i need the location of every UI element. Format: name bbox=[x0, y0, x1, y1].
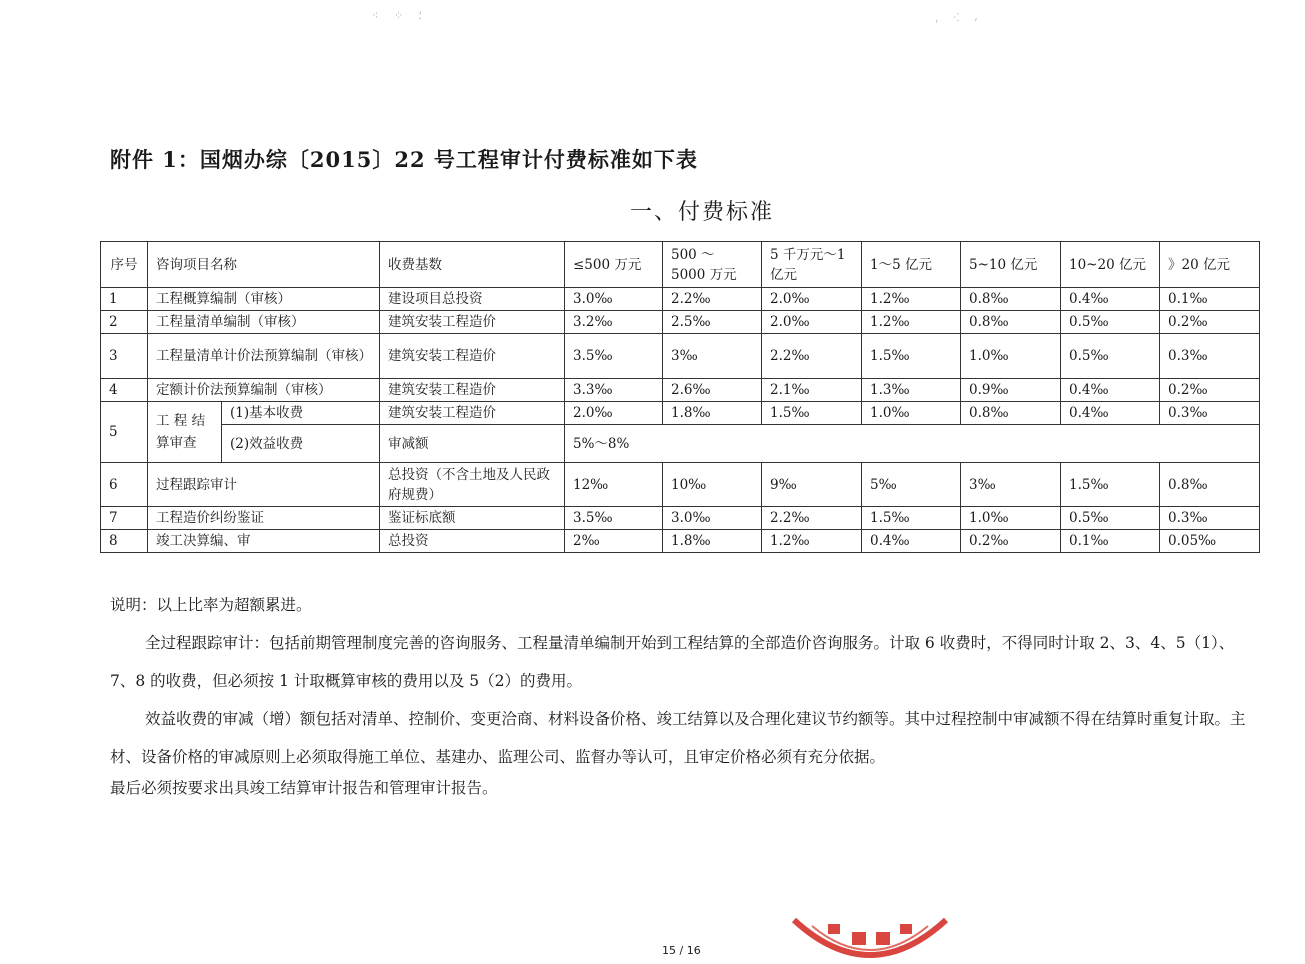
header-cell: ≤500 万元 bbox=[565, 242, 663, 288]
rate-cell: 3.5‰ bbox=[565, 334, 663, 379]
rate-cell: 2.2‰ bbox=[762, 507, 862, 530]
section-title: 一、付费标准 bbox=[630, 200, 775, 225]
rate-cell: 2.2‰ bbox=[762, 334, 862, 379]
row-number: 2 bbox=[101, 311, 148, 334]
item-name: 工程量清单编制（审核） bbox=[148, 311, 380, 334]
header-cell: 序号 bbox=[101, 242, 148, 288]
rate-cell: 0.3‰ bbox=[1160, 402, 1260, 425]
row-number: 7 bbox=[101, 507, 148, 530]
rate-cell: 0.4‰ bbox=[1061, 379, 1160, 402]
rate-cell: 2.5‰ bbox=[663, 311, 762, 334]
item-subname: (2)效益收费 bbox=[222, 425, 380, 463]
row-number: 6 bbox=[101, 463, 148, 507]
rate-cell: 0.8‰ bbox=[961, 288, 1061, 311]
rate-cell: 1.2‰ bbox=[862, 288, 961, 311]
table-row bbox=[101, 288, 1260, 311]
rate-cell: 0.4‰ bbox=[1061, 288, 1160, 311]
header-cell: 咨询项目名称 bbox=[148, 242, 380, 288]
item-name: 竣工决算编、审 bbox=[148, 530, 380, 553]
header-cell: 5 千万元～1 亿元 bbox=[762, 242, 862, 288]
scan-artifact: ⁖ ⁘ ⸵ bbox=[372, 9, 428, 22]
rate-cell: 0.5‰ bbox=[1061, 507, 1160, 530]
table-row bbox=[101, 334, 1260, 379]
table-row bbox=[101, 530, 1260, 553]
fee-base: 建筑安装工程造价 bbox=[380, 379, 565, 402]
rate-cell: 1.0‰ bbox=[961, 507, 1061, 530]
header-cell: 1～5 亿元 bbox=[862, 242, 961, 288]
rate-cell: 1.3‰ bbox=[862, 379, 961, 402]
rate-cell: 2.0‰ bbox=[762, 288, 862, 311]
rate-cell: 1.8‰ bbox=[663, 530, 762, 553]
fee-base: 建设项目总投资 bbox=[380, 288, 565, 311]
rate-cell: 0.4‰ bbox=[862, 530, 961, 553]
header-cell: 10~20 亿元 bbox=[1061, 242, 1160, 288]
header-cell: 收费基数 bbox=[380, 242, 565, 288]
table-row bbox=[101, 507, 1260, 530]
rate-cell: 3.2‰ bbox=[565, 311, 663, 334]
item-name: 工程造价纠纷鉴证 bbox=[148, 507, 380, 530]
rate-cell: 1.8‰ bbox=[663, 402, 762, 425]
rate-cell: 0.3‰ bbox=[1160, 507, 1260, 530]
page-title: 附件 1：国烟办综〔2015〕22 号工程审计付费标准如下表 bbox=[110, 147, 698, 172]
rate-cell: 1.0‰ bbox=[862, 402, 961, 425]
rate-cell: 2‰ bbox=[565, 530, 663, 553]
rate-cell: 3.5‰ bbox=[565, 507, 663, 530]
seal-glyph bbox=[900, 924, 912, 934]
rate-cell: 1.5‰ bbox=[862, 507, 961, 530]
rate-cell: 1.5‰ bbox=[862, 334, 961, 379]
seal-glyph bbox=[852, 932, 866, 945]
table-row bbox=[101, 311, 1260, 334]
rate-cell: 0.8‰ bbox=[961, 311, 1061, 334]
table-row bbox=[101, 463, 1260, 507]
fee-base: 审减额 bbox=[380, 425, 565, 463]
rate-cell: 5‰ bbox=[862, 463, 961, 507]
fee-base: 总投资 bbox=[380, 530, 565, 553]
rate-cell: 10‰ bbox=[663, 463, 762, 507]
rate-cell: 1.2‰ bbox=[762, 530, 862, 553]
fee-base: 总投资（不含土地及人民政府规费） bbox=[380, 463, 565, 507]
fee-base: 鉴证标底额 bbox=[380, 507, 565, 530]
item-subname: (1)基本收费 bbox=[222, 402, 380, 425]
rate-cell: 0.8‰ bbox=[1160, 463, 1260, 507]
rate-cell: 5%～8% bbox=[565, 425, 1260, 463]
rate-cell: 2.0‰ bbox=[762, 311, 862, 334]
rate-cell: 0.4‰ bbox=[1061, 402, 1160, 425]
note-paragraph: 效益收费的审减（增）额包括对清单、控制价、变更洽商、材料设备价格、竣工结算以及合理化建议节约额等。其中过程控制中审减额不得在结算时重复计取。主材、设备价格的审减原则上必须取得施工单位、基建办、监理公司、监督办等认可，且审定价格必须有充分依据。 bbox=[110, 710, 1246, 766]
official-seal-stamp bbox=[790, 912, 950, 964]
header-cell: 》20 亿元 bbox=[1160, 242, 1260, 288]
header-cell: 5~10 亿元 bbox=[961, 242, 1061, 288]
rate-cell: 0.05‰ bbox=[1160, 530, 1260, 553]
rate-cell: 1.5‰ bbox=[762, 402, 862, 425]
rate-cell: 0.1‰ bbox=[1160, 288, 1260, 311]
scan-artifact: ⸲ ⁖ ⸴ bbox=[935, 11, 984, 24]
table-row bbox=[101, 402, 1260, 425]
table-row bbox=[101, 379, 1260, 402]
item-group-name: 工 程 结 算审查 bbox=[148, 402, 222, 463]
item-name: 过程跟踪审计 bbox=[148, 463, 380, 507]
rate-cell: 3‰ bbox=[961, 463, 1061, 507]
item-name: 工程概算编制（审核） bbox=[148, 288, 380, 311]
rate-cell: 12‰ bbox=[565, 463, 663, 507]
rate-cell: 2.1‰ bbox=[762, 379, 862, 402]
rate-cell: 9‰ bbox=[762, 463, 862, 507]
fee-base: 建筑安装工程造价 bbox=[380, 311, 565, 334]
rate-cell: 0.8‰ bbox=[961, 402, 1061, 425]
header-cell: 500 ～ 5000 万元 bbox=[663, 242, 762, 288]
fee-base: 建筑安装工程造价 bbox=[380, 334, 565, 379]
note-paragraph: 最后必须按要求出具竣工结算审计报告和管理审计报告。 bbox=[110, 779, 498, 797]
rate-cell: 3.3‰ bbox=[565, 379, 663, 402]
row-number: 4 bbox=[101, 379, 148, 402]
item-name: 定额计价法预算编制（审核） bbox=[148, 379, 380, 402]
rate-cell: 2.6‰ bbox=[663, 379, 762, 402]
note-paragraph: 全过程跟踪审计：包括前期管理制度完善的咨询服务、工程量清单编制开始到工程结算的全部造价咨询服务。计取 6 收费时，不得同时计取 2、3、4、5（1）、7、8 的收费，但必须按 1 计取概算审核的费用以及 5（2）的费用。 bbox=[110, 634, 1235, 690]
rate-cell: 1.2‰ bbox=[862, 311, 961, 334]
row-number: 1 bbox=[101, 288, 148, 311]
row-number: 5 bbox=[101, 402, 148, 463]
rate-cell: 0.2‰ bbox=[961, 530, 1061, 553]
rate-cell: 0.2‰ bbox=[1160, 311, 1260, 334]
rate-cell: 0.1‰ bbox=[1061, 530, 1160, 553]
fee-base: 建筑安装工程造价 bbox=[380, 402, 565, 425]
rate-cell: 0.9‰ bbox=[961, 379, 1061, 402]
rate-cell: 1.0‰ bbox=[961, 334, 1061, 379]
note-paragraph: 说明：以上比率为超额累进。 bbox=[110, 596, 312, 614]
rate-cell: 3‰ bbox=[663, 334, 762, 379]
seal-glyph bbox=[828, 924, 840, 934]
seal-glyph bbox=[876, 932, 890, 945]
rate-cell: 3.0‰ bbox=[565, 288, 663, 311]
notes-section bbox=[110, 586, 1255, 800]
rate-cell: 3.0‰ bbox=[663, 507, 762, 530]
rate-cell: 0.2‰ bbox=[1160, 379, 1260, 402]
row-number: 8 bbox=[101, 530, 148, 553]
page-number: 15 / 16 bbox=[662, 944, 701, 957]
rate-cell: 0.5‰ bbox=[1061, 311, 1160, 334]
item-name: 工程量清单计价法预算编制（审核） bbox=[148, 334, 380, 379]
row-number: 3 bbox=[101, 334, 148, 379]
rate-cell: 0.5‰ bbox=[1061, 334, 1160, 379]
rate-cell: 1.5‰ bbox=[1061, 463, 1160, 507]
rate-cell: 2.0‰ bbox=[565, 402, 663, 425]
rate-cell: 2.2‰ bbox=[663, 288, 762, 311]
table-row bbox=[101, 425, 1260, 463]
fee-standard-table bbox=[100, 241, 1260, 553]
rate-cell: 0.3‰ bbox=[1160, 334, 1260, 379]
table-header-row bbox=[101, 242, 1260, 288]
